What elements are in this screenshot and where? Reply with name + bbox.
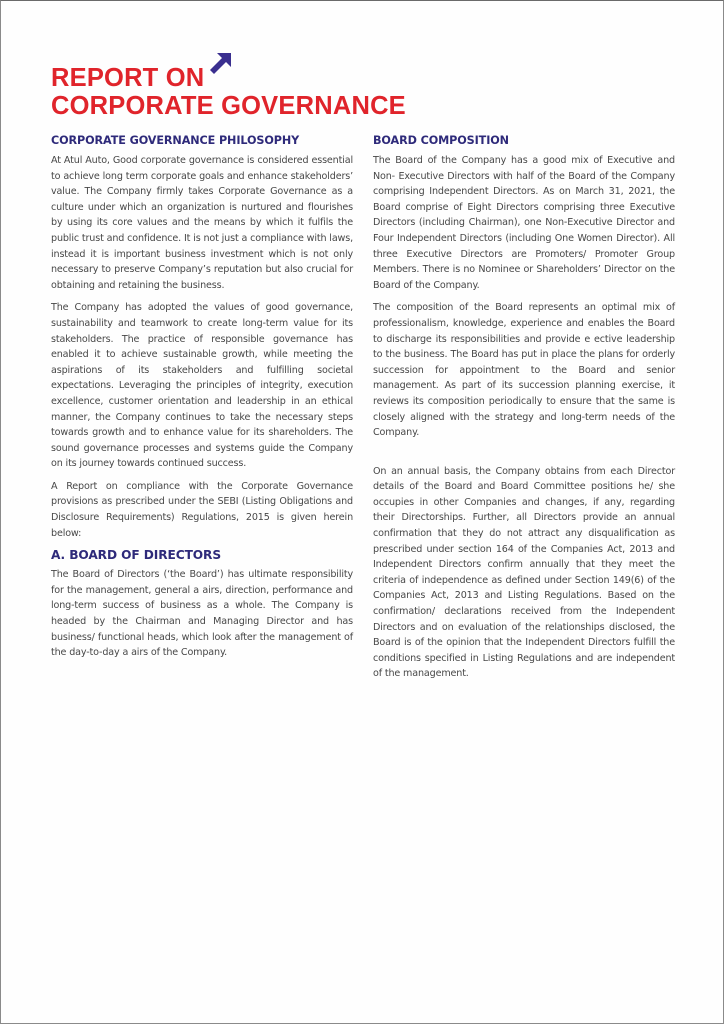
paragraph: The Company has adopted the values of good governance, sustainability and teamwork to create long-term value for its stakeholders. The practice of responsible governance has enabled it to achieve sustainable growth, while meeting the aspirations of its stakeholders and fulfilling societal expectations. Leveraging the principles of integrity, execution excellence, customer orientation and leadership in an ethical manner, the Company continues to take the necessary steps towards growth and to enhance value for its shareholders. The sound governance processes and systems guide the Company on its journey towards continued success. [51, 302, 353, 470]
paragraph: The Board of Directors (‘the Board’) has ultimate responsibility for the management, general a airs, direction, performance and long-term success of business as a whole. The Company is headed by the Chairman and Managing Director and has business/ functional heads, which look after the management of the day-to-day a airs of the Company. [51, 569, 353, 659]
section-heading-board-composition: BOARD COMPOSITION [373, 134, 509, 147]
section-heading-philosophy: CORPORATE GOVERNANCE PHILOSOPHY [51, 134, 300, 147]
right-column [373, 134, 675, 689]
paragraph: At Atul Auto, Good corporate governance is considered essential to achieve long term corporate goals and enhance stakeholders’ value. The Company firmly takes Corporate Governance as a culture under which an organization is nurtured and flourishes by using its core values and the means by which it fulfils the public trust and confidence. It is not just a compliance with laws, instead it is important business investment which is not only necessary to preserve Company’s reputation but also crucial for obtaining and retaining the business. [51, 155, 353, 291]
paragraph: The composition of the Board represents an optimal mix of professionalism, knowledge, experience and enables the Board to discharge its responsibilities and provide e ective leadership to the business. The Board has put in place the plans for orderly succession for appointment to the Board and senior management. As part of its succession planning exercise, it reviews its composition periodically to ensure that the same is closely aligned with the strategy and long-term needs of the Company. [373, 302, 675, 439]
paragraph: A Report on compliance with the Corporate Governance provisions as prescribed under the SEBI (Listing Obligations and Disclosure Requirements) Regulations, 2015 is given herein below: [51, 480, 353, 539]
paragraph: On an annual basis, the Company obtains from each Director details of the Board and Board Committee positions he/ she occupies in other Companies and changes, if any, regarding their Directorships. Further, all Directors provide an annual confirmation that they do not attract any disqualification as prescribed under section 164 of the Companies Act, 2013 and Independent Directors confirm annually that they meet the criteria of independence as defined under Section 149(6) of the Companies Act, 2013 and Listing Regulations. Based on the confirmation/ declarations received from the Independent Directors and on evaluation of the relationships disclosed, the Board is of the opinion that the Independent Directors fulfill the conditions specified in Listing Regulations and are independent of the management. [373, 465, 675, 680]
paragraph: The Board of the Company has a good mix of Executive and Non- Executive Directors with half of the Board of the Company comprising Independent Directors. As on March 31, 2021, the Board comprise of Eight Directors comprising three Executive Directors (including Chairman), one Non-Executive Director and Four Independent Directors (including One Women Director). All three Executive Directors are Promoters/ Promoter Group Members. There is no Nominee or Shareholders’ Director on the Board of the Company. [373, 155, 675, 291]
left-column [51, 134, 353, 668]
spacer [373, 448, 675, 464]
page-title-line-2: CORPORATE GOVERNANCE [51, 92, 406, 120]
page-title-line-1: REPORT ON [51, 64, 205, 92]
section-heading-board-of-directors: A. BOARD OF DIRECTORS [51, 548, 222, 563]
page-title [51, 64, 406, 120]
